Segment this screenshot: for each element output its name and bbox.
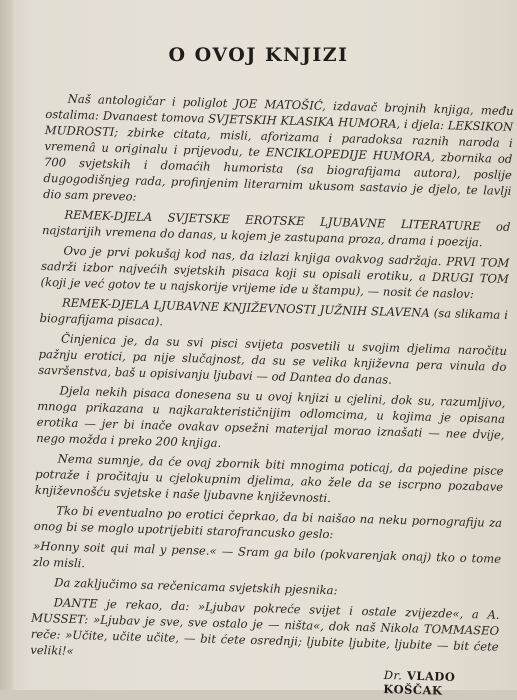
paragraph: Djela nekih pisaca donesena su u ovoj knjizi u cjelini, dok su, razumljivo, mnoga prikazana u najkarakterističnijim odlomcima, u kojima je opisana erotika — jer bi inače ovakav opsežni materijal morao iznašati — nee dvije, nego možda i preko 200 knjiga.: [36, 383, 506, 451]
signature-name: VLADO KOŠČAK: [383, 668, 456, 698]
paragraph: REMEK-DJELA SVJETSKE EROTSKE LJUBAVNE LITERATURE od najstarijih vremena do danas, u kojem je zastupana proza, drama i poezija.: [41, 207, 511, 250]
paragraph: Da zaključimo sa rečenicama svjetskih pjesnika:: [54, 575, 338, 598]
paragraph: DANTE je rekao, da: »Ljubav pokreće svijet i ostale zvijezde«, a A. MUSSET: »Ljubav je sve, sve ostalo je — ništa«, dok naš Nikola TOMMASEO reče: »Učite, učite učite, — bit ćete osrednji; ljubite ljubite, ljubite — bit ćete veliki!«: [30, 595, 500, 658]
paragraph: Činjenica je, da su svi pisci svijeta posvetili u svojim djelima naročitu pažnju erotici, pa nije slučajnost, da su se velika književna pera vinula do savršenstva, baš u opisivanju ljubavi — od Dantea do danas.: [37, 331, 508, 387]
paragraph-quote: »Honny soit qui mal y pense.« — Sram ga bilo (pokvarenjak onaj) tko o tome zlo misli.: [32, 538, 502, 571]
signature-prefix: Dr.: [383, 668, 403, 683]
paragraph: Nema sumnje, da će ovaj zbornik biti mnogima poticaj, da pojedine pisce potraže i pročitaju u cjelokupnim djelima, ako žele da se iscrpno pozabave književnošću svjetske i naše ljubavne književnosti.: [34, 451, 504, 506]
page-spine-shadow: [0, 0, 16, 690]
paragraph: Naš antologičar i poliglot JOE MATOŠIĆ, izdavač brojnih knjiga, među ostalima: Dvanaest tomova SVJETSKIH KLASIKA HUMORA, i djela: LEKSIKON MUDROSTI; zbirke citata, misli, aforizama i paradoksa raznih naroda i vremenâ u originalu i prijevodu, te ENCIKLOPEDIJE HUMORA, zbornika od 700 svjetskih i domaćih humorista (sa biografijama autora), poslije dugogodišnjeg rada, profinjenim literarnim ukusom sastavio je djelo, te lavlji dio sam preveo:: [42, 91, 514, 204]
paragraph: Tko bi eventualno po erotici čeprkao, da bi naišao na neku pornografiju za onog bi se moglo upotrijebiti starofrancusko geslo:: [33, 503, 503, 542]
author-signature: [383, 668, 517, 700]
paragraph: REMEK-DJELA LJUBAVNE KNJIŽEVNOSTI JUŽNIH SLAVENA (sa slikama i biografijama pisaca).: [39, 295, 509, 329]
body-text: [30, 90, 514, 675]
page-title: O OVOJ KNJIZI: [168, 44, 349, 66]
paragraph: Ovo je prvi pokušaj kod nas, da izlazi knjiga ovakvog sadržaja. PRVI TOM sadrži izbor najvećih svjetskih pisaca koji su opisali erotiku, a DRUGI TOM (koji je već gotov te u najskorije vrijeme ide u štampu), — nosit će naslov:: [40, 243, 510, 302]
